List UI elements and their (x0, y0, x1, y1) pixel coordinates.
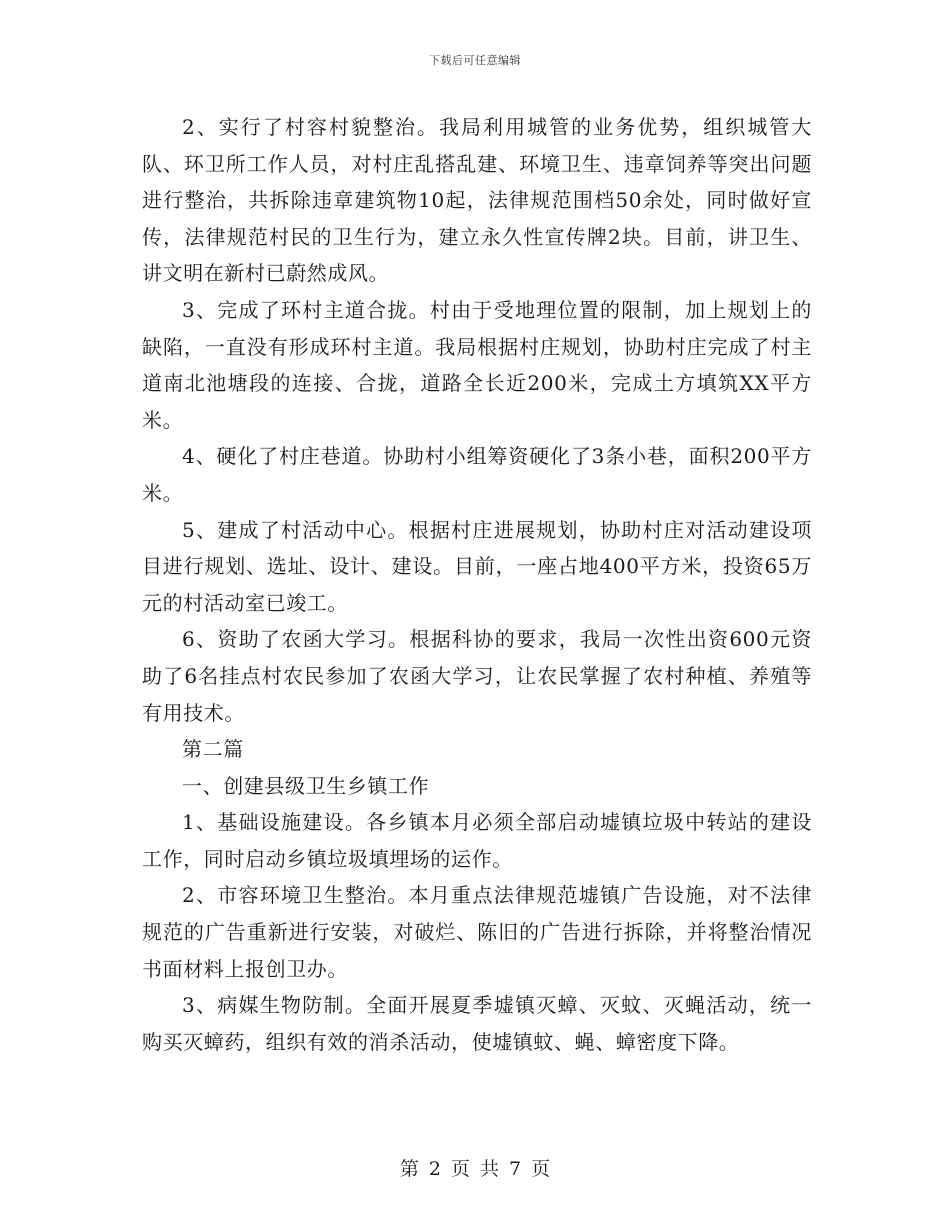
section-title-part-two: 第二篇 (182, 737, 244, 762)
paragraph-village-renovation: 2、实行了村容村貌整治。我局利用城管的业务优势，组织城管大队、环卫所工作人员，对村庄乱搭乱建、环境卫生、违章饲养等突出问题进行整治，共拆除违章建筑物10起，法律规范围档50余处，同时做好宣传，法律规范村民的卫生行为，建立永久性宣传牌2块。目前，讲卫生、讲文明在新村已蔚然成风。 (142, 115, 812, 286)
header-note: 下载后可任意编辑 (429, 54, 521, 67)
paragraph-environment: 2、市容环境卫生整治。本月重点法律规范墟镇广告设施，对不法律规范的广告重新进行安装，对破烂、陈旧的广告进行拆除，并将整治情况书面材料上报创卫办。 (142, 883, 812, 981)
paragraph-infrastructure: 1、基础设施建设。各乡镇本月必须全部启动墟镇垃圾中转站的建设工作，同时启动乡镇垃圾填埋场的运作。 (142, 810, 812, 871)
paragraph-farmer-study: 6、资助了农函大学习。根据科协的要求，我局一次性出资600元资助了6名挂点村农民参加了农函大学习，让农民掌握了农村种植、养殖等有用技术。 (142, 627, 812, 725)
paragraph-pest-control: 3、病媒生物防制。全面开展夏季墟镇灭蟑、灭蚊、灭蝇活动，统一购买灭蟑药，组织有效的消杀活动，使墟镇蚊、蝇、蟑密度下降。 (142, 993, 812, 1054)
paragraph-ring-road: 3、完成了环村主道合拢。村由于受地理位置的限制，加上规划上的缺陷，一直没有形成环村主道。我局根据村庄规划，协助村庄完成了村主道南北池塘段的连接、合拢，道路全长近200米，完成土方填筑XX平方米。 (142, 297, 812, 432)
section-heading-sanitation: 一、创建县级卫生乡镇工作 (182, 773, 430, 798)
paragraph-alley-hardening: 4、硬化了村庄巷道。协助村小组筹资硬化了3条小巷，面积200平方米。 (142, 444, 812, 505)
paragraph-activity-center: 5、建成了村活动中心。根据村庄进展规划，协助村庄对活动建设项目进行规划、选址、设计、建设。目前，一座占地400平方米，投资65万元的村活动室已竣工。 (142, 517, 812, 615)
document-body (142, 109, 812, 1060)
page-number: 第 2 页 共 7 页 (399, 1158, 551, 1180)
